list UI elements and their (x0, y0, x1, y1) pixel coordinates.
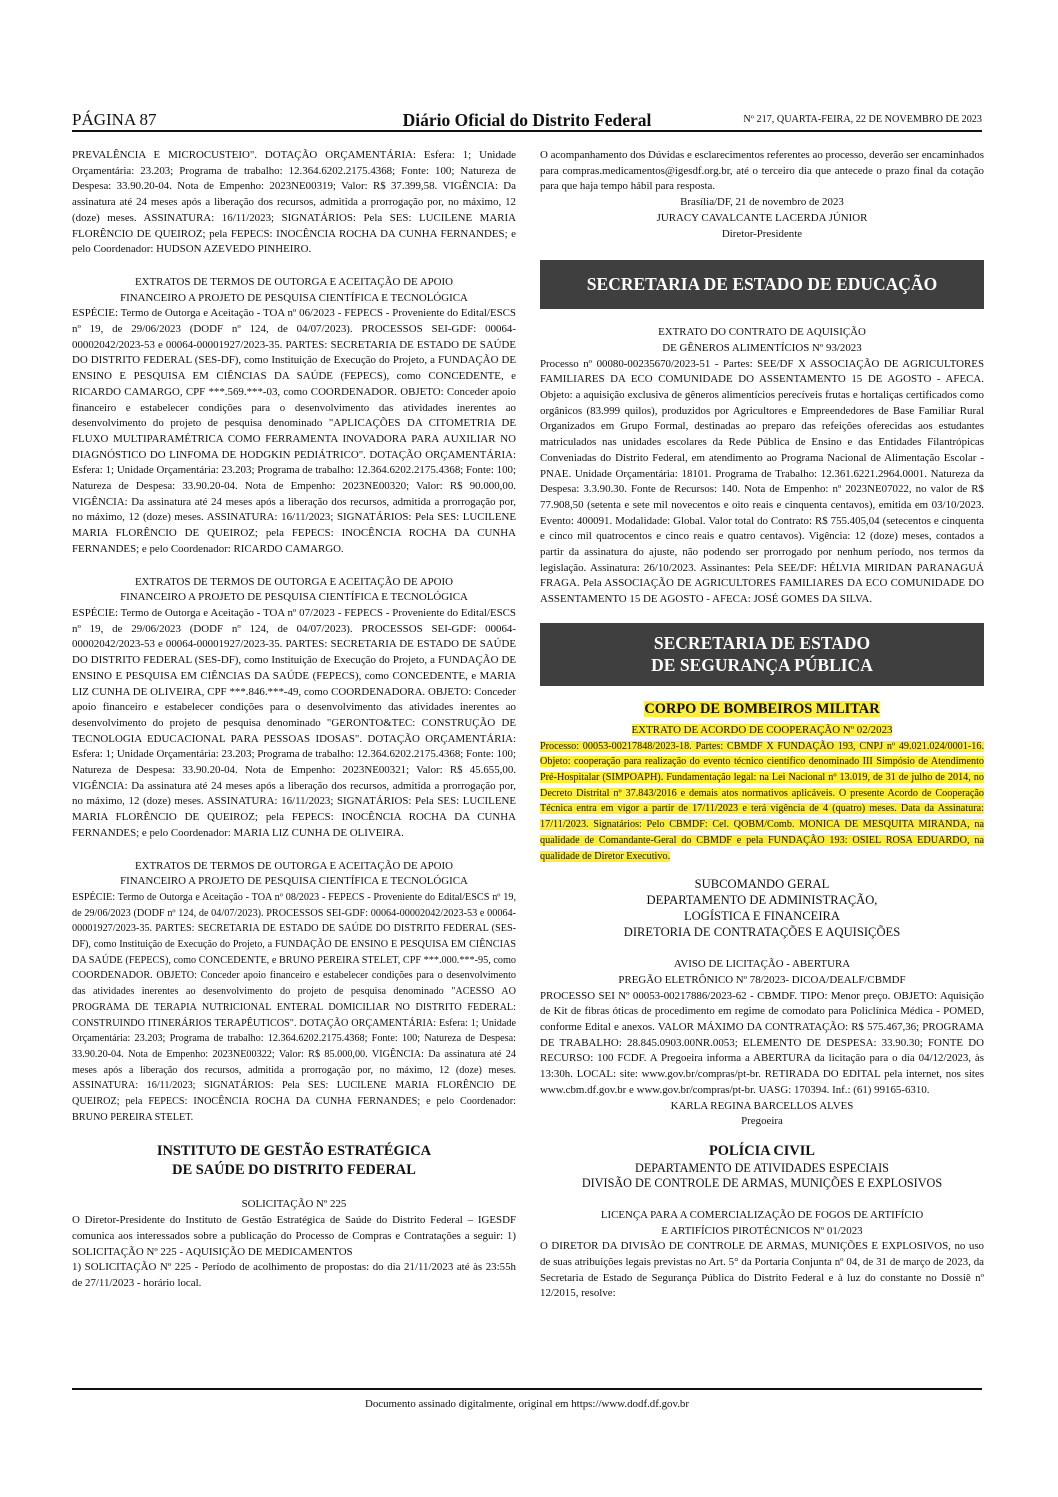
footer-rule (72, 1388, 982, 1390)
security-section-title-line-1: SECRETARIA DE ESTADO (653, 632, 871, 653)
page-header (72, 110, 982, 132)
extract-3-body: ESPÉCIE: Termo de Outorga e Aceitação - TOA nº 08/2023 - FEPECS - Proveniente do Edital/ESCS nº 19, de 29/06/2023 (DODF nº 124, de 04/07/2023). PROCESSOS SEI-GDF: 00064-00002042/2023-53 e 00064-00001927/2023-35. PARTES: SECRETARIA DE ESTADO DE SAÚDE DO DISTRITO FEDERAL (SES-DF), como Instituição de Execução do Projeto, a FUNDAÇÃO DE ENSINO E PESQUISA EM CIÊNCIAS DA SAÚDE (FEPECS), como CONCEDENTE, e BRUNO PEREIRA STELET, CPF ***.000.***-95, como COORDENADOR. OBJETO: Conceder apoio financeiro e estabelecer condições para o desenvolvimento das atividades inerentes ao desenvolvimento do projeto de pesquisa denominado "ACESSO AO PROGRAMA DE TERAPIA NUTRICIONAL ENTERAL DOMICILIAR NO DISTRITO FEDERAL: CONSTRUINDO ITINERÁRIOS TERAPÊUTICOS". DOTAÇÃO ORÇAMENTÁRIA: Esfera: 1; Unidade Orçamentária: 23.203; Programa de trabalho: 12.364.6202.2175.4368; Fonte: 100; Natureza de Despesa: 33.90.20-04. Nota de Empenho: 2023NE00322; Valor: R$ 85.000,00. VIGÊNCIA: Da assinatura até 24 meses após a liberação dos recursos, admitida a prorrogação por, no máximo, 12 (doze) meses. ASSINATURA: 16/11/2023; SIGNATÁRIOS: Pela SES: LUCILENE MARIA FLORÊNCIO DE QUEIROZ; pela FEPECS: INOCÊNCIA ROCHA DA CUNHA FERNANDES; e pelo Coordenador: BRUNO PEREIRA STELET. (72, 891, 516, 1123)
subcommand-line-3: LOGÍSTICA E FINANCEIRA (683, 909, 841, 924)
security-section-title-line-2: DE SEGURANÇA PÚBLICA (651, 654, 873, 675)
publication-title: Diário Oficial do Distrito Federal (402, 110, 652, 130)
igesdf-title-line-2: DE SAÚDE DO DISTRITO FEDERAL (172, 1162, 416, 1179)
cooperation-agreement-body (540, 739, 984, 865)
header-rule (72, 130, 982, 132)
igesdf-title-line-1: INSTITUTO DE GESTÃO ESTRATÉGICA (156, 1143, 432, 1160)
civil-police-title: POLÍCIA CIVIL (709, 1142, 815, 1159)
subcommand-line-4: DIRETORIA DE CONTRATAÇÕES E AQUISIÇÕES (623, 925, 901, 940)
solicitation-continued: O acompanhamento dos Dúvidas e esclarecimentos referentes ao processo, deverão ser encaminhados para compras.medicamentos@igesdf.org.br, até o terceiro dia que antecede o prazo final da cotação para que haja tempo hábil para resposta. (540, 149, 984, 193)
tender-notice-signer: KARLA REGINA BARCELLOS ALVES (670, 1099, 854, 1112)
extract-3-title-line-2: FINANCEIRO A PROJETO DE PESQUISA CIENTÍFICA E TECNOLÓGICA (120, 875, 468, 888)
tender-notice-body: PROCESSO SEI Nº 00053-00217886/2023-62 - CBMDF. TIPO: Menor preço. OBJETO: Aquisição de Kit de fibras óticas de procedimento em regime de comodato para Policlínica Médica - POMED, conforme Edital e anexos. VALOR MÁXIMO DA CONTRATAÇÃO: R$ 575.467,36; PROGRAMA DE TRABALHO: 28.845.0903.00NR.0053; ELEMENTO DE DESPESA: 33.90.30; FONTE DO RECURSO: 100 FCDF. A Pregoeira informa a ABERTURA da licitação para o dia 04/12/2023, às 13:30h. LOCAL: site: www.gov.br/compras/pt-br. RETIRADA DO EDITAL pela internet, nos sites www.cbm.df.gov.br e www.gov.br/compras/pt-br. UASG: 170394. Inf.: (61) 99165-6310. (540, 989, 984, 1096)
education-contract-title-1: EXTRATO DO CONTRATO DE AQUISIÇÃO (658, 326, 866, 339)
civil-police-department: DEPARTAMENTO DE ATIVIDADES ESPECIAIS (635, 1160, 889, 1175)
extract-2-title-line-2: FINANCEIRO A PROJETO DE PESQUISA CIENTÍFICA E TECNOLÓGICA (120, 591, 468, 604)
extract-1-body: ESPÉCIE: Termo de Outorga e Aceitação - TOA nº 06/2023 - FEPECS - Proveniente do Edital/ESCS nº 19, de 29/06/2023 (DODF nº 124, de 04/07/2023). PROCESSOS SEI-GDF: 00064-00002042/2023-53 e 00064-00001927/2023-35. PARTES: SECRETARIA DE ESTADO DE SAÚDE DO DISTRITO FEDERAL (SES-DF), como Instituição de Execução do Projeto, a FUNDAÇÃO DE ENSINO E PESQUISA EM CIÊNCIAS DA SAÚDE (FEPECS), como CONCEDENTE, e RICARDO CAMARGO, CPF ***.569.***-03, como COORDENADOR. OBJETO: Conceder apoio financeiro e estabelecer condições para o desenvolvimento das atividades inerentes ao desenvolvimento do projeto de pesquisa denominado "APLICAÇÕES DA CITOMETRIA DE FLUXO MULTIPARAMÉTRICA COMO FERRAMENTA INOVADORA PARA AUXILIAR NO DIAGNÓSTICO DO LINFOMA DE HODGKIN PEDIÁTRICO". DOTAÇÃO ORÇAMENTÁRIA: Esfera: 1; Unidade Orçamentária: 23.203; Programa de trabalho: 12.364.6202.2175.4368; Fonte: 100; Natureza de Despesa: 33.90.20-04. Nota de Empenho: 2023NE00320; Valor: R$ 90.000,00. VIGÊNCIA: Da assinatura até 24 meses após a liberação dos recursos, admitida a prorrogação por, no máximo, 12 (doze) meses. ASSINATURA: 16/11/2023; SIGNATÁRIOS: Pela SES: LUCILENE MARIA FLORÊNCIO DE QUEIROZ; pela FEPECS: INOCÊNCIA ROCHA DA CUNHA FERNANDES; e pelo Coordenador: RICARDO CAMARGO. (72, 307, 516, 555)
firefighters-title (540, 700, 984, 719)
tender-notice-title: AVISO DE LICITAÇÃO - ABERTURA (673, 958, 851, 971)
subcommand-line-2: DEPARTAMENTO DE ADMINISTRAÇÃO, (646, 893, 878, 908)
education-section-band (540, 260, 984, 309)
cooperation-agreement-title-text: EXTRATO DE ACORDO DE COOPERAÇÃO Nº 02/2023 (631, 723, 893, 736)
extract-2-body: ESPÉCIE: Termo de Outorga e Aceitação - TOA nº 07/2023 - FEPECS - Proveniente do Edital/ESCS nº 19, de 29/06/2023 (DODF nº 124, de 04/07/2023). PROCESSOS SEI-GDF: 00064-00002042/2023-53 e 00064-00001927/2023-35. PARTES: SECRETARIA DE ESTADO DE SAÚDE DO DISTRITO FEDERAL (SES-DF), como Instituição de Execução do Projeto, a FUNDAÇÃO DE ENSINO E PESQUISA EM CIÊNCIAS DA SAÚDE (FEPECS), como CONCEDENTE, e MARIA LIZ CUNHA DE OLIVEIRA, CPF ***.846.***-49, como COORDENADORA. OBJETO: Conceder apoio financeiro e estabelecer condições para o desenvolvimento das atividades inerentes ao desenvolvimento do projeto de pesquisa denominado "GERONTO&TEC: CONSTRUÇÃO DE TECNOLOGIA EDUCACIONAL PARA PESSOAS IDOSAS". DOTAÇÃO ORÇAMENTÁRIA: Esfera: 1; Unidade Orçamentária: 23.203; Programa de trabalho: 12.364.6202.2175.4368; Fonte: 100; Natureza de Despesa: 33.90.20-04. Nota de Empenho: 2023NE00321; Valor: R$ 45.655,00. VIGÊNCIA: Da assinatura até 24 meses após a liberação dos recursos, admitida a prorrogação por, no máximo, 12 (doze) meses. ASSINATURA: 16/11/2023; SIGNATÁRIOS: Pela SES: LUCILENE MARIA FLORÊNCIO DE QUEIROZ; pela FEPECS: INOCÊNCIA ROCHA DA CUNHA FERNANDES; e pelo Coordenador: MARIA LIZ CUNHA DE OLIVEIRA. (72, 606, 516, 839)
extract-1-title-line-2: FINANCEIRO A PROJETO DE PESQUISA CIENTÍFICA E TECNOLÓGICA (120, 291, 468, 304)
left-column (72, 148, 516, 1292)
cooperation-agreement-body-text: Processo: 00053-00217848/2023-18. Partes: CBMDF X FUNDAÇÃO 193, CNPJ nº 49.021.024/0001-16. Objeto: cooperação para realização do evento técnico científico denominado III Simpósio de Atendimento Pré-Hospitalar (SIMPOAPH). Fundamentação legal: na Lei Nacional nº 13.019, de 31 de julho de 2014, no Decreto Distrital nº 37.843/2016 e demais atos normativos aplicáveis. O presente Acordo de Cooperação Técnica entra em vigor a partir de 17/11/2023 e terá vigência de 4 (quatro) meses. Data da Assinatura: 17/11/2023. Signatários: Pelo CBMDF: Cel. QOBM/Comb. MONICA DE MESQUITA MIRANDA, na qualidade de Comandante-Geral do CBMDF e pela FUNDAÇÃO 193: OSIEL ROSA EDUARDO, na qualidade de Diretor Executivo. (540, 740, 984, 862)
solicitation-date: Brasília/DF, 21 de novembro de 2023 (680, 196, 844, 209)
education-contract-title-2: DE GÊNEROS ALIMENTÍCIOS Nº 93/2023 (662, 341, 862, 354)
solicitation-item: 1) SOLICITAÇÃO Nº 225 - Período de acolhimento de propostas: do dia 21/11/2023 até às 23:55h de 27/11/2023 - horário local. (72, 1261, 516, 1289)
solicitation-body: O Diretor-Presidente do Instituto de Gestão Estratégica de Saúde do Distrito Federal – IGESDF comunica aos interessados sobre a publicação do Processo de Compras e Contratações a seguir: 1) SOLICITAÇÃO Nº 225 - AQUISIÇÃO DE MEDICAMENTOS (72, 1214, 516, 1258)
license-title-line-1: LICENÇA PARA A COMERCIALIZAÇÃO DE FOGOS DE ARTIFÍCIO (600, 1208, 924, 1221)
tender-notice-subtitle: PREGÃO ELETRÔNICO Nº 78/2023- DICOA/DEALF/CBMDF (618, 973, 906, 986)
solicitation-signer: JURACY CAVALCANTE LACERDA JÚNIOR (656, 211, 868, 224)
tender-notice-signer-role: Pregoeira (741, 1115, 783, 1128)
education-section-title: SECRETARIA DE ESTADO DE EDUCAÇÃO (586, 274, 938, 295)
page-number: PÁGINA 87 (72, 110, 157, 129)
right-column (540, 148, 984, 1302)
solicitation-signer-role: Diretor-Presidente (721, 227, 803, 240)
license-body: O DIRETOR DA DIVISÃO DE CONTROLE DE ARMAS, MUNIÇÕES E EXPLOSIVOS, no uso de suas atribuições legais previstas no Art. 5° da Portaria Conjunta nº 04, de 31 de março de 2023, da Secretaria de Estado de Segurança Pública do Distrito Federal e à luz do constante no Dossiê nº 12/2015, resolve: (540, 1240, 984, 1300)
civil-police-division: DIVISÃO DE CONTROLE DE ARMAS, MUNIÇÕES E EXPLOSIVOS (581, 1175, 943, 1190)
subcommand-line-1: SUBCOMANDO GERAL (694, 877, 830, 892)
issue-info: Nº 217, QUARTA-FEIRA, 22 DE NOVEMBRO DE 2023 (743, 114, 982, 125)
continued-extract: PREVALÊNCIA E MICROCUSTEIO". DOTAÇÃO ORÇAMENTÁRIA: Esfera: 1; Unidade Orçamentária: 23.203; Programa de trabalho: 12.364.6202.2175.4368; Fonte: 100; Natureza de Despesa: 33.90.20-04. Nota de Empenho: 2023NE00319; Valor: R$ 37.399,58. VIGÊNCIA: Da assinatura até 24 meses após a liberação dos recursos, admitida a prorrogação por, no máximo, 12 (doze) meses. ASSINATURA: 16/11/2023; SIGNATÁRIOS: Pela SES: LUCILENE MARIA FLORÊNCIO DE QUEIROZ; pela FEPECS: INOCÊNCIA ROCHA DA CUNHA FERNANDES; e pelo Coordenador: HUDSON AZEVEDO PINHEIRO. (72, 149, 516, 256)
footer-note: Documento assinado digitalmente, original em https://www.dodf.df.gov.br (364, 1398, 690, 1410)
education-contract-body: Processo nº 00080-00235670/2023-51 - Partes: SEE/DF X ASSOCIAÇÃO DE AGRICULTORES FAMILIARES DA ECO COMUNIDADE DO ASSENTAMENTO 15 DE AGOSTO - AFECA. Objeto: a aquisição exclusiva de gêneros alimentícios perecíveis frutas e hortaliças certificados como orgânicos (83.999 quilos), produzidos por Agricultores e Empreendedores de Base Familiar Rural Organizados em Grupo Formal, destinadas ao preparo das refeições oferecidas aos estudantes matriculados nas unidades escolares da Rede Pública de Ensino e das Entidades Filantrópicas Conveniadas do Distrito Federal, em atendimento ao Programa Nacional de Alimentação Escolar - PNAE. Unidade Orçamentária: 18101. Programa de Trabalho: 12.361.6221.2964.0001. Natureza da Despesa: 3.3.90.30. Fonte de Recursos: 140. Nota de Empenho: nº 2023NE07022, no valor de R$ 77.908,50 (setenta e sete mil novecentos e oito reais e cinquenta centavos), emitida em 03/10/2023. Evento: 400091. Modalidade: Global. Valor total do Contrato: R$ 755.405,04 (setecentos e cinquenta e cinco mil quatrocentos e cinco reais e quatro centavos). Vigência: 12 (doze) meses, contados a partir da assinatura do ajuste, não podendo ser prorrogado por nenhum período, nos termos da legislação. Assinatura: 26/10/2023. Assinantes: Pela SEE/DF: HÉLVIA MIRIDAN PARANAGUÁ FRAGA. Pela ASSOCIAÇÃO DE AGRICULTORES FAMILIARES DA ECO COMUNIDADE DO ASSENTAMENTO 15 DE AGOSTO - AFECA: JOSÉ GOMES DA SILVA. (540, 357, 984, 606)
license-title-line-2: E ARTIFÍCIOS PIROTÉCNICOS Nº 01/2023 (661, 1224, 863, 1237)
extract-1-title-line-1: EXTRATOS DE TERMOS DE OUTORGA E ACEITAÇÃO DE APOIO (135, 275, 453, 288)
cooperation-agreement-title (540, 723, 984, 739)
firefighters-title-text: CORPO DE BOMBEIROS MILITAR (644, 700, 880, 717)
extract-2-title-line-1: EXTRATOS DE TERMOS DE OUTORGA E ACEITAÇÃO DE APOIO (135, 575, 453, 588)
extract-3-title-line-1: EXTRATOS DE TERMOS DE OUTORGA E ACEITAÇÃO DE APOIO (135, 859, 453, 872)
solicitation-title: SOLICITAÇÃO Nº 225 (241, 1198, 347, 1211)
security-section-band (540, 623, 984, 686)
